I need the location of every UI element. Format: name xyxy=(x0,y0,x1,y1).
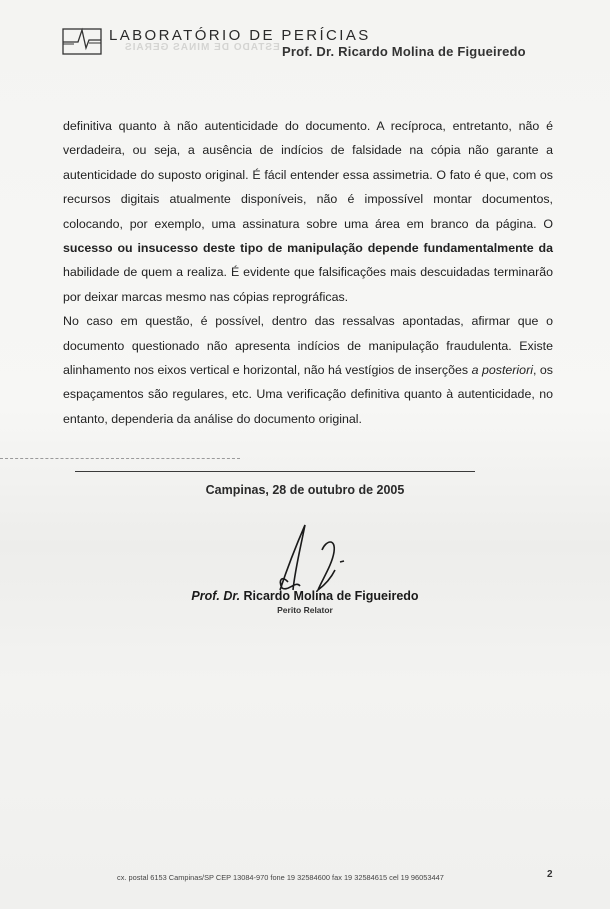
text-line: documento questionado não apresenta indícios de manipulação fraudulenta. Existe xyxy=(63,338,553,353)
letterhead xyxy=(62,26,562,66)
latin-phrase: a posteriori xyxy=(471,363,533,378)
bleed-through-text: ESTADO DE MINAS GERAIS xyxy=(124,42,280,53)
text-line: colocando, por exemplo, uma assinatura sobre uma área em branco da página. O xyxy=(63,216,553,231)
lab-name: LABORATÓRIO DE PERÍCIAS xyxy=(109,27,371,44)
waveform-box-icon xyxy=(62,26,102,56)
scan-artifact-line xyxy=(0,458,240,459)
footer-contact: cx. postal 6153 Campinas/SP CEP 13084-970 fone 19 32584600 fax 19 32584615 cel 19 96053447 xyxy=(117,873,444,882)
report-body xyxy=(63,114,553,431)
text-line: verdadeira, ou seja, a ausência de indícios de falsidade na cópia não garante a xyxy=(63,143,553,158)
text-line: autenticidade do suposto original. É fácil entender essa assimetria. O fato é que, com os xyxy=(63,167,553,182)
text-line: No caso em questão, é possível, dentro das ressalvas apontadas, afirmar que o xyxy=(63,314,553,329)
text-line: definitiva quanto à não autenticidade do documento. A recíproca, entretanto, não é xyxy=(63,119,553,133)
text-line: sucesso ou insucesso deste tipo de manipulação depende fundamentalmente da xyxy=(63,241,553,256)
paragraph-2 xyxy=(63,309,553,431)
text-line: espaçamentos são regulares, etc. Uma verificação definitiva quanto à autenticidade, no xyxy=(63,387,553,402)
text-line: habilidade de quem a realiza. É evidente que falsificações mais descuidadas terminarão xyxy=(63,265,553,280)
text-segment: alinhamento nos eixos vertical e horizontal, não há vestígios de inserções xyxy=(63,363,472,378)
signer-name xyxy=(0,589,610,603)
signer-title: Prof. Dr. xyxy=(191,589,241,603)
text-line: recursos digitais atualmente disponíveis, não é impossível montar documentos, xyxy=(63,192,553,207)
text-segment: , os xyxy=(532,363,553,378)
signer-full-name: Ricardo Molina de Figueiredo xyxy=(243,589,419,603)
divider-rule xyxy=(75,471,475,472)
place-date: Campinas, 28 de outubro de 2005 xyxy=(205,483,405,497)
text-line: entanto, dependeria da análise do documento original. xyxy=(63,411,362,426)
page-number: 2 xyxy=(547,869,553,880)
paragraph-1 xyxy=(63,114,553,309)
signature-icon xyxy=(260,520,370,595)
professor-name: Prof. Dr. Ricardo Molina de Figueiredo xyxy=(282,44,526,59)
text-line xyxy=(63,358,553,382)
text-line: por deixar marcas mesmo nas cópias reprográficas. xyxy=(63,289,349,304)
signer-role: Perito Relator xyxy=(277,605,333,615)
